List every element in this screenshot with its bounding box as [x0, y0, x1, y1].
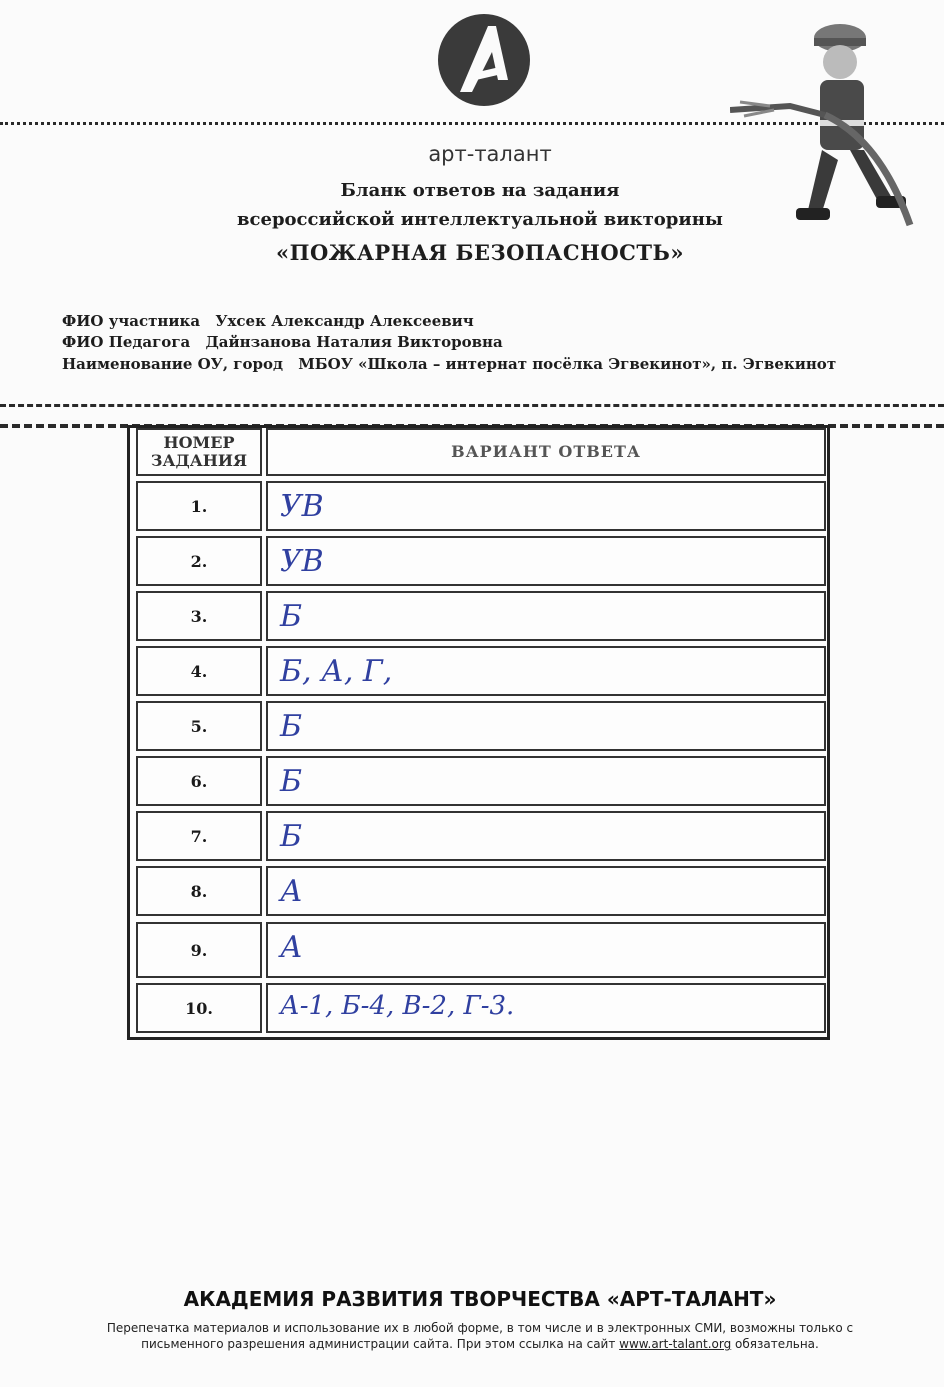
task-answer: Б, А, Г,	[266, 646, 826, 696]
fireman-illustration	[730, 10, 920, 235]
table-row	[136, 811, 826, 861]
task-number: 7.	[136, 811, 262, 861]
table-row	[136, 536, 826, 586]
art-talant-logo	[432, 8, 536, 118]
participant-value: Ухсек Александр Алексеевич	[215, 312, 474, 330]
task-answer: УВ	[266, 536, 826, 586]
task-answer: А	[266, 922, 826, 978]
scan-artifact-line	[0, 404, 944, 407]
school-value: МБОУ «Школа – интернат посёлка Эгвекинот», п. Эгвекинот	[298, 355, 837, 373]
task-number: 4.	[136, 646, 262, 696]
table-row	[136, 983, 826, 1033]
table-row	[136, 591, 826, 641]
task-number: 3.	[136, 591, 262, 641]
participant-label: ФИО участника	[62, 312, 201, 330]
school-line	[62, 355, 836, 373]
table-row	[136, 866, 826, 916]
column-header-number: НОМЕР ЗАДАНИЯ	[136, 428, 262, 476]
teacher-label: ФИО Педагога	[62, 333, 191, 351]
table-row	[136, 481, 826, 531]
task-number: 5.	[136, 701, 262, 751]
task-answer: УВ	[266, 481, 826, 531]
footer-copyright	[80, 1320, 880, 1352]
task-answer: Б	[266, 811, 826, 861]
site-link[interactable]: www.art-talant.org	[619, 1337, 732, 1351]
brand-name: арт-талант	[428, 142, 552, 166]
task-number: 2.	[136, 536, 262, 586]
footer-title: АКАДЕМИЯ РАЗВИТИЯ ТВОРЧЕСТВА «АРТ-ТАЛАНТ»	[183, 1287, 777, 1311]
footer-text-line-1: Перепечатка материалов и использование их в любой форме, в том числе и в электронных СМИ, возможны только с	[106, 1321, 854, 1335]
task-answer: А	[266, 866, 826, 916]
form-subtitle-2: всероссийской интеллектуальной викторины	[237, 209, 723, 230]
form-title: «ПОЖАРНАЯ БЕЗОПАСНОСТЬ»	[276, 240, 684, 265]
task-number: 1.	[136, 481, 262, 531]
teacher-line	[62, 333, 503, 351]
task-answer: Б	[266, 701, 826, 751]
task-number: 9.	[136, 922, 262, 978]
table-row	[136, 922, 826, 978]
task-number: 6.	[136, 756, 262, 806]
task-answer: А-1, Б-4, В-2, Г-3.	[266, 983, 826, 1033]
footer-text-part-a: письменного разрешения администрации сайта. При этом ссылка на сайт	[141, 1337, 620, 1351]
task-answer: Б	[266, 756, 826, 806]
task-number: 10.	[136, 983, 262, 1033]
form-subtitle-1: Бланк ответов на задания	[340, 180, 620, 201]
answers-table	[127, 425, 830, 1040]
school-label: Наименование ОУ, город	[62, 355, 283, 373]
teacher-value: Дайнзанова Наталия Викторовна	[205, 333, 503, 351]
table-row	[136, 701, 826, 751]
table-row	[136, 756, 826, 806]
footer-text-line-2	[80, 1336, 880, 1352]
column-header-answer: ВАРИАНТ ОТВЕТА	[266, 428, 826, 476]
table-row	[136, 646, 826, 696]
task-answer: Б	[266, 591, 826, 641]
task-number: 8.	[136, 866, 262, 916]
participant-line	[62, 312, 474, 330]
footer-text-part-b: обязательна.	[731, 1337, 819, 1351]
